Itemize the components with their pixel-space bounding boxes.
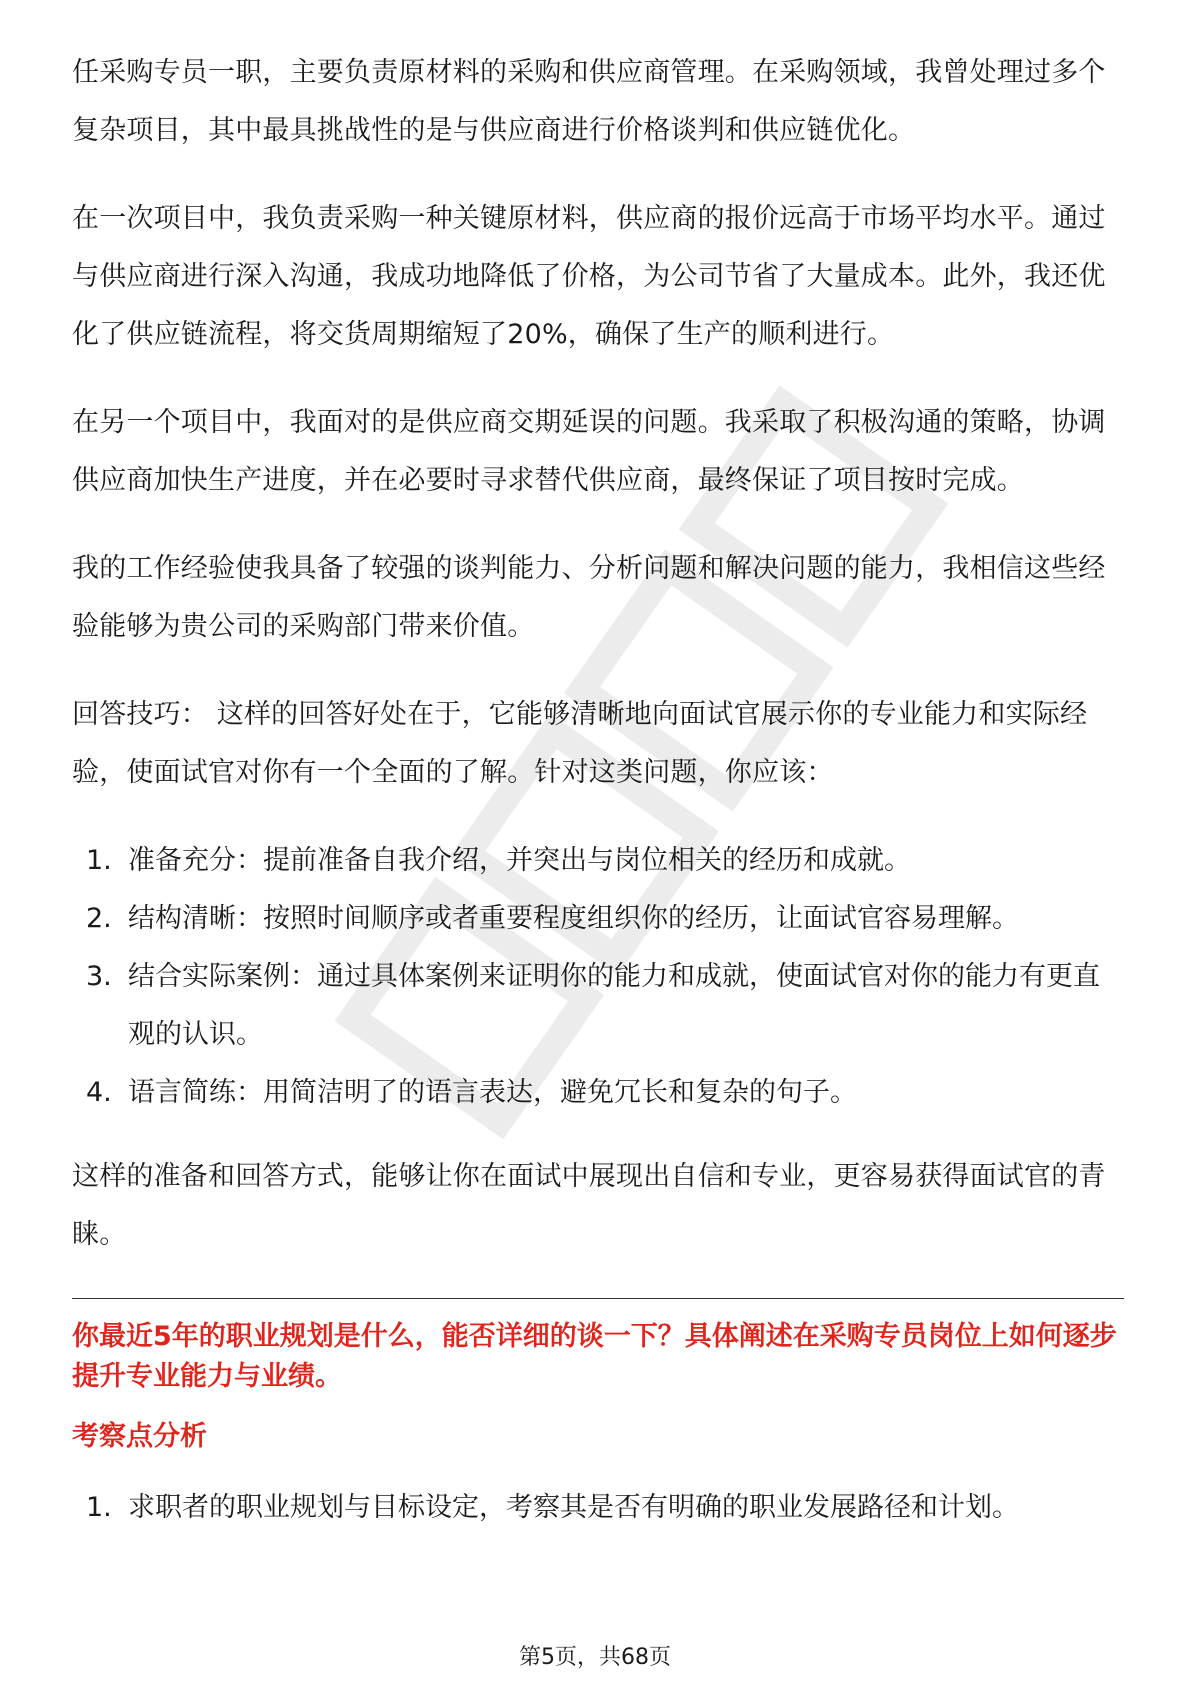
section-divider (72, 1298, 1124, 1299)
list-item (72, 1064, 1124, 1122)
list-number: 1. (86, 845, 112, 876)
page-footer: 第5页，共68页 (519, 1645, 671, 1670)
list-number: 2. (86, 903, 112, 934)
list-item (72, 948, 1124, 1064)
paragraph-project-one: 在一次项目中，我负责采购一种关键原材料，供应商的报价远高于市场平均水平。通过与供应商进行深入沟通，我成功地降低了价格，为公司节省了大量成本。此外，我还优化了供应链流程，将交货周期缩短了20%，确保了生产的顺利进行。 (72, 203, 1106, 350)
page-content (72, 44, 1124, 1563)
list-item (72, 1479, 1124, 1537)
list-item-text: 结合实际案例：通过具体案例来证明你的能力和成就，使面试官对你的能力有更直观的认识。 (128, 961, 1100, 1050)
list-item-text: 准备充分：提前准备自我介绍，并突出与岗位相关的经历和成就。 (128, 845, 911, 876)
tips-list (72, 832, 1124, 1122)
list-number: 4. (86, 1077, 112, 1108)
paragraph-closing: 这样的准备和回答方式，能够让你在面试中展现出自信和专业，更容易获得面试官的青睐。 (72, 1161, 1106, 1250)
analysis-heading: 考察点分析 (72, 1421, 207, 1452)
list-item (72, 832, 1124, 890)
paragraph-project-two: 在另一个项目中，我面对的是供应商交期延误的问题。我采取了积极沟通的策略，协调供应商加快生产进度，并在必要时寻求替代供应商，最终保证了项目按时完成。 (72, 407, 1106, 496)
paragraph-experience: 我的工作经验使我具备了较强的谈判能力、分析问题和解决问题的能力，我相信这些经验能够为贵公司的采购部门带来价值。 (72, 553, 1106, 642)
list-item-text: 语言简练：用简洁明了的语言表达，避免冗长和复杂的句子。 (128, 1077, 857, 1108)
list-item-text: 求职者的职业规划与目标设定，考察其是否有明确的职业发展路径和计划。 (128, 1492, 1019, 1523)
list-item (72, 890, 1124, 948)
paragraph-answer-tips: 回答技巧： 这样的回答好处在于，它能够清晰地向面试官展示你的专业能力和实际经验，使面试官对你有一个全面的了解。针对这类问题，你应该： (72, 699, 1088, 788)
analysis-list (72, 1479, 1124, 1537)
list-number: 3. (86, 961, 112, 992)
paragraph-intro: 任采购专员一职，主要负责原材料的采购和供应商管理。在采购领域，我曾处理过多个复杂项目，其中最具挑战性的是与供应商进行价格谈判和供应链优化。 (72, 57, 1106, 146)
list-number: 1. (86, 1492, 112, 1523)
interview-question: 你最近5年的职业规划是什么，能否详细的谈一下？具体阐述在采购专员岗位上如何逐步提升专业能力与业绩。 (72, 1321, 1117, 1392)
list-item-text: 结构清晰：按照时间顺序或者重要程度组织你的经历，让面试官容易理解。 (128, 903, 1019, 934)
